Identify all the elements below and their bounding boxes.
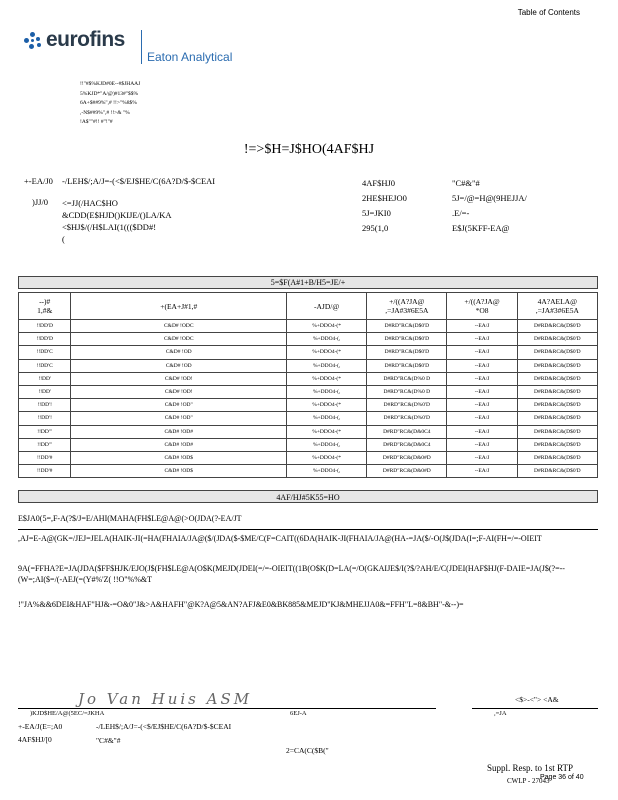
- table-row: [19, 465, 598, 478]
- column-header: +/((A?JA@ *O8: [447, 293, 517, 320]
- table-row: [19, 425, 598, 438]
- table-cell: D#RD"RC&(D$0'D: [367, 320, 447, 333]
- notes-paragraph: ,AJ=E-A@(GK=/JEJ=JELA(HAIK-JI(=HA(FHAIA/JA@($/(JDA($-$ME/C(F=CAIT((6DA(HAIK-JI(FHAIA/JA@(HA-=JA($/-O(J$(JDA(I=;F-AI(FH=/=-OIEIT: [18, 534, 542, 543]
- report-info-values: [452, 176, 527, 236]
- info-value: "C#&"#: [452, 178, 480, 188]
- address-line: 5%KJD*"A/@)#13#"$$%: [80, 90, 139, 97]
- notes-paragraph: !"JA%&&6DEI&HAF"HJ&-=O&0"J&>A&HAFH"@K?A@5&AN?AFJ&E0&BK885&MEJD"KJ&MHEJJA0&=FFH"L=8&BH"-&--)=: [18, 600, 464, 609]
- table-row: [19, 372, 598, 385]
- table-cell: %+DDO4-(,: [287, 385, 367, 398]
- table-cell: D#RD"RC&(D%0 D: [367, 372, 447, 385]
- table-row: [19, 359, 598, 372]
- table-cell: D#RD&RC&(D$0'D: [517, 346, 597, 359]
- table-cell: !!DD'D: [19, 320, 71, 333]
- table-cell: !!DD'C: [19, 346, 71, 359]
- table-cell: D#RD&RC&(D$0'D: [517, 412, 597, 425]
- table-cell: C&D# !OD#: [71, 438, 287, 451]
- table-cell: --EA/J: [447, 372, 517, 385]
- signature-image: [78, 690, 252, 708]
- table-cell: --EA/J: [447, 438, 517, 451]
- info-value: .E/=-: [452, 208, 470, 218]
- table-cell: !!DD': [19, 372, 71, 385]
- info-value: E$J(5KFF-EA@: [452, 223, 510, 233]
- table-cell: D#RD&RC&(D$0'D: [517, 451, 597, 464]
- info-label: 295(1,0: [362, 223, 389, 233]
- signature-date-label: ,=JA: [494, 710, 507, 717]
- address-line: 6A+$##9%",# !!>"%8$%: [80, 100, 137, 106]
- table-cell: --EA/J: [447, 451, 517, 464]
- table-cell: !!DD'D: [19, 333, 71, 346]
- report-info-labels: [362, 176, 407, 236]
- table-cell: C&D# !ODC: [71, 320, 287, 333]
- table-caption: 5=$F(A#1+B/H5=JE/+: [19, 277, 598, 289]
- sample-table: [18, 276, 598, 478]
- table-cell: D#RD"RC&(D&0#D: [367, 465, 447, 478]
- logo-dots-icon: [24, 32, 44, 52]
- address-label: )JJ/0: [32, 197, 49, 207]
- table-cell: C&D# !OD!: [71, 372, 287, 385]
- table-cell: D#RD"RC&(D$0'D: [367, 346, 447, 359]
- table-cell: %+DDO4-(,: [287, 333, 367, 346]
- table-cell: D#RD&RC&(D$0'D: [517, 438, 597, 451]
- table-cell: %+DDO4-(*: [287, 425, 367, 438]
- table-cell: %+DDO4-(*: [287, 346, 367, 359]
- table-cell: C&D# !OD": [71, 399, 287, 412]
- table-cell: D#RD"RC&(D%0'D: [367, 399, 447, 412]
- info-label: 4AF$HJ0: [362, 178, 396, 188]
- table-cell: --EA/J: [447, 385, 517, 398]
- date-line: [472, 708, 598, 709]
- table-cell: D#RD"RC&(D&0C4: [367, 438, 447, 451]
- table-cell: D#RD&RC&(D$0'D: [517, 333, 597, 346]
- table-row: [19, 320, 598, 333]
- table-cell: !!DD': [19, 385, 71, 398]
- address-line: !A$""#!! #"!"#: [80, 119, 113, 125]
- column-header: +/((A?JA@ ,=JA#3#6E5A: [367, 293, 447, 320]
- document-code: CWLP - 27043: [507, 777, 550, 785]
- table-cell: C&D# !OD$: [71, 451, 287, 464]
- logo-division: Eaton Analytical: [147, 50, 233, 64]
- column-header: --)# 1,#&: [19, 293, 71, 320]
- footer-client-label: +-EA/J(E=;A0: [18, 722, 63, 731]
- table-cell: D#RD&RC&(D$0'D: [517, 385, 597, 398]
- table-cell: !!DD'#: [19, 465, 71, 478]
- footer-report-value: "C#&"#: [96, 736, 121, 745]
- column-header: -AJD/@: [287, 293, 367, 320]
- footer-page-label: 2=CA(C($B(": [286, 746, 329, 755]
- signature-text: Jo Van Huis ASM: [78, 690, 253, 708]
- table-cell: --EA/J: [447, 333, 517, 346]
- table-cell: %+DDO4-(,: [287, 359, 367, 372]
- table-cell: !!DD'": [19, 425, 71, 438]
- table-cell: !!DD'!: [19, 399, 71, 412]
- table-cell: C&D# !ODC: [71, 333, 287, 346]
- table-cell: D#RD"RC&(D%0 D: [367, 385, 447, 398]
- table-row: [19, 438, 598, 451]
- table-cell: --EA/J: [447, 346, 517, 359]
- table-cell: C&D# !OD$: [71, 465, 287, 478]
- table-cell: !!DD'C: [19, 359, 71, 372]
- table-cell: D#RD"RC&(D$0'D: [367, 333, 447, 346]
- divider: [18, 529, 598, 530]
- table-cell: C&D# !OD: [71, 359, 287, 372]
- client-value: -/LEH$/;A/J=-(<$/EJ$HE/C(6A?D/$-$CEAI: [62, 176, 216, 186]
- table-of-contents-link[interactable]: Table of Contents: [517, 8, 580, 17]
- address-line: !!"#$%KJD#0E--#$JHAAJ: [80, 81, 141, 87]
- table-cell: D#RD"RC&(D%0'D: [367, 412, 447, 425]
- table-cell: --EA/J: [447, 399, 517, 412]
- table-cell: %+DDO4-(*: [287, 399, 367, 412]
- table-cell: --EA/J: [447, 412, 517, 425]
- table-cell: D#RD&RC&(D$0'D: [517, 465, 597, 478]
- table-row: [19, 333, 598, 346]
- logo-brand: eurofins: [46, 28, 125, 51]
- table-cell: D#RD&RC&(D$0'D: [517, 399, 597, 412]
- table-cell: C&D# !OD!: [71, 385, 287, 398]
- suppl-response-label: Suppl. Resp. to 1st RTP: [487, 763, 573, 773]
- info-label: 5J=JKI0: [362, 208, 391, 218]
- page-number: Page 36 of 40: [540, 774, 584, 781]
- logo-divider: [141, 30, 142, 64]
- table-cell: D#RD&RC&(D$0'D: [517, 425, 597, 438]
- table-row: [19, 385, 598, 398]
- info-value: 5J=/@=H@(9HEJJA/: [452, 193, 527, 203]
- table-cell: D#RD"RC&(D$0'D: [367, 359, 447, 372]
- footer-client-value: -/LEH$/;A/J=-(<$/EJ$HE/C(6A?D/$-$CEAI: [96, 722, 232, 731]
- signature-right-label: <$>-<"> <A&: [515, 695, 559, 704]
- table-cell: %+DDO4-(,: [287, 412, 367, 425]
- client-label: +-EA/J0: [24, 176, 53, 186]
- table-cell: D#RD&RC&(D$0'D: [517, 320, 597, 333]
- client-address-line: <$HJ$/(/H$LAI(1((($DD#!: [62, 222, 157, 232]
- signature-line: [18, 708, 436, 709]
- client-address-line: (: [62, 234, 65, 244]
- table-cell: D#RD"RC&(D&0#D: [367, 451, 447, 464]
- table-cell: C&D# !OD#: [71, 425, 287, 438]
- table-cell: --EA/J: [447, 425, 517, 438]
- client-address: [62, 197, 172, 245]
- info-label: 2HE$HEJO0: [362, 193, 407, 203]
- table-row: [19, 451, 598, 464]
- table-cell: --EA/J: [447, 465, 517, 478]
- comments-header: 4AF/HJ#5K55=HO: [18, 490, 598, 503]
- table-cell: D#RD"RC&(D&0C4: [367, 425, 447, 438]
- column-header: 4A?AELA@ ,=JA#3#6E5A: [517, 293, 597, 320]
- signature-title-label: 6EJ-A: [290, 710, 307, 717]
- table-cell: D#RD&RC&(D$0'D: [517, 372, 597, 385]
- table-row: [19, 412, 598, 425]
- table-cell: %+DDO4-(,: [287, 465, 367, 478]
- page-title: !=>$H=J$HO(4AF$HJ: [243, 142, 375, 157]
- table-cell: C&D# !OD: [71, 346, 287, 359]
- table-cell: !!DD'!: [19, 412, 71, 425]
- table-cell: %+DDO4-(*: [287, 451, 367, 464]
- signature-name-label: )KJD$HE/A@(5EC/=JKHA: [30, 710, 105, 717]
- client-address-line: <=JJ(/HAC$HO: [62, 198, 118, 208]
- table-cell: --EA/J: [447, 359, 517, 372]
- lab-address: [80, 80, 140, 128]
- table-cell: !!DD'": [19, 438, 71, 451]
- column-header: +(EA+J#1,#: [71, 293, 287, 320]
- address-line: ,-N$##9%",# !!>& "%: [80, 109, 130, 116]
- table-row: [19, 399, 598, 412]
- table-cell: --EA/J: [447, 320, 517, 333]
- table-cell: D#RD&RC&(D$0'D: [517, 359, 597, 372]
- table-row: [19, 346, 598, 359]
- table-cell: %+DDO4-(,: [287, 438, 367, 451]
- footer-report-label: 4AF$HJ/[0: [18, 735, 52, 744]
- table-cell: !!DD'#: [19, 451, 71, 464]
- client-address-line: &CDD(E$HJD()KIJE/()LA/KA: [62, 210, 172, 220]
- table-header-row: [19, 293, 598, 320]
- notes-paragraph: 9A(=FFHA?E=JA(JDA($FF$HJK/EJO(J$(FH$LE@A(O$K(MEJD(JDEI(=/=-OIEIT((1B(O$K(D=LA(=/O(GKAIJE$/I(?$/?AH/E/C(JDEI(HAF$HJ(F-DAIE=JA(J$(?=--(W=;AI($=/(-AEJ(=(Y#%'Z( !!O"%%&T: [18, 564, 565, 584]
- table-cell: %+DDO4-(*: [287, 320, 367, 333]
- table-cell: %+DDO4-(*: [287, 372, 367, 385]
- table-cell: C&D# !OD": [71, 412, 287, 425]
- notes-line: E$JA0(5=,F-A(?$/J=E/AHI(MAHA(FH$LE@A@(>O(JDA(?-EA/JT: [18, 514, 242, 523]
